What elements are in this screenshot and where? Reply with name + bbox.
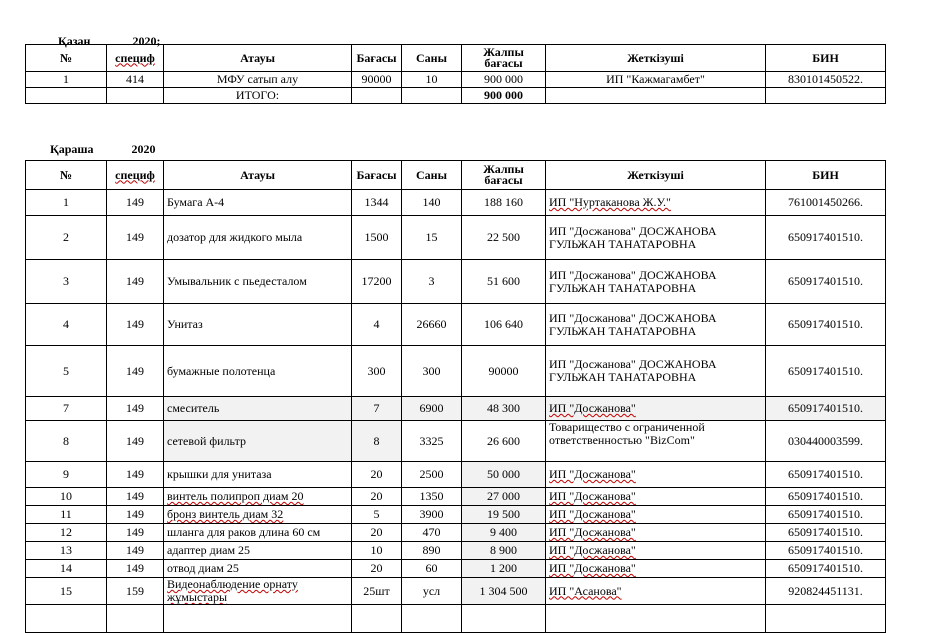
header-name: Атауы xyxy=(164,45,352,72)
header-num: № xyxy=(26,161,107,190)
cell-bin: 650917401510. xyxy=(766,260,886,304)
section2-year: 2020 xyxy=(131,142,156,156)
cell-qty: 2500 xyxy=(402,462,462,488)
cell-bin: 830101450522. xyxy=(766,72,886,88)
cell-supplier: ИП "Досжанова" xyxy=(546,542,766,560)
header-supplier: Жеткізуші xyxy=(546,161,766,190)
cell-name: Унитаз xyxy=(164,304,352,346)
header-qty: Саны xyxy=(402,45,462,72)
cell-name: МФУ сатып алу xyxy=(164,72,352,88)
cell-num: 4 xyxy=(26,304,107,346)
cell-name xyxy=(164,605,352,633)
cell-name: адаптер диам 25 xyxy=(164,542,352,560)
cell-spec: 149 xyxy=(107,260,164,304)
cell-total: 26 600 xyxy=(462,421,546,462)
cell-qty: 470 xyxy=(402,524,462,542)
itogo-row xyxy=(26,88,886,104)
cell-num: 1 xyxy=(26,190,107,216)
cell-total: 90000 xyxy=(462,346,546,397)
cell-qty xyxy=(402,605,462,633)
cell-num: 7 xyxy=(26,397,107,421)
cell-spec: 149 xyxy=(107,542,164,560)
cell-qty: 1350 xyxy=(402,488,462,506)
cell-qty: 140 xyxy=(402,190,462,216)
cell-total: 48 300 xyxy=(462,397,546,421)
cell-bin: 650917401510. xyxy=(766,462,886,488)
cell-supplier: ИП "Досжанова" xyxy=(546,524,766,542)
table-row xyxy=(26,506,886,524)
cell-total: 27 000 xyxy=(462,488,546,506)
cell-spec: 149 xyxy=(107,216,164,260)
cell-bin: 650917401510. xyxy=(766,397,886,421)
cell-total: 9 400 xyxy=(462,524,546,542)
cell-spec: 149 xyxy=(107,488,164,506)
cell-total: 1 304 500 xyxy=(462,578,546,605)
cell-qty: усл xyxy=(402,578,462,605)
cell-spec: 149 xyxy=(107,304,164,346)
cell-price: 20 xyxy=(352,488,402,506)
cell-price: 1500 xyxy=(352,216,402,260)
cell-total: 1 200 xyxy=(462,560,546,578)
cell-price: 4 xyxy=(352,304,402,346)
cell-total: 106 640 xyxy=(462,304,546,346)
itogo-label: ИТОГО: xyxy=(164,88,352,104)
header-spec: специф xyxy=(107,45,164,72)
cell-total: 51 600 xyxy=(462,260,546,304)
cell-price: 25шт xyxy=(352,578,402,605)
table-row xyxy=(26,216,886,260)
cell-name: бронз винтель диам 32 xyxy=(164,506,352,524)
table-row xyxy=(26,190,886,216)
cell-name: сетевой фильтр xyxy=(164,421,352,462)
header-name: Атауы xyxy=(164,161,352,190)
cell-name: смеситель xyxy=(164,397,352,421)
cell-name: Видеонаблюдение орнату жұмыстары xyxy=(164,578,352,605)
cell-total: 22 500 xyxy=(462,216,546,260)
table-row xyxy=(26,605,886,633)
table-header-row xyxy=(26,45,886,72)
table-row xyxy=(26,397,886,421)
cell-bin: 030440003599. xyxy=(766,421,886,462)
header-total: Жалпы бағасы xyxy=(462,45,546,72)
cell-price: 90000 xyxy=(352,72,402,88)
cell-bin: 650917401510. xyxy=(766,216,886,260)
cell-price xyxy=(352,605,402,633)
cell-name: отвод диам 25 xyxy=(164,560,352,578)
cell-name: шланга для раков длина 60 см xyxy=(164,524,352,542)
cell-spec: 149 xyxy=(107,462,164,488)
cell-supplier: ИП "Нуртаканова Ж.У." xyxy=(546,190,766,216)
cell-num: 1 xyxy=(26,72,107,88)
cell-num: 8 xyxy=(26,421,107,462)
cell-bin: 650917401510. xyxy=(766,560,886,578)
cell-supplier: Товарищество с ограниченной ответственностью "BizCom" xyxy=(546,421,766,462)
cell-qty: 3 xyxy=(402,260,462,304)
table-row xyxy=(26,578,886,605)
table-october xyxy=(25,44,886,104)
cell-num: 2 xyxy=(26,216,107,260)
cell-num: 11 xyxy=(26,506,107,524)
cell-price: 1344 xyxy=(352,190,402,216)
cell-qty: 3900 xyxy=(402,506,462,524)
cell-total: 19 500 xyxy=(462,506,546,524)
cell-bin: 650917401510. xyxy=(766,542,886,560)
cell-qty: 60 xyxy=(402,560,462,578)
cell-bin: 650917401510. xyxy=(766,488,886,506)
cell-price: 20 xyxy=(352,462,402,488)
cell-num: 14 xyxy=(26,560,107,578)
cell-num: 5 xyxy=(26,346,107,397)
itogo-total: 900 000 xyxy=(462,88,546,104)
section1-year: 2020; xyxy=(132,34,161,48)
cell-qty: 300 xyxy=(402,346,462,397)
cell-price: 10 xyxy=(352,542,402,560)
table-row xyxy=(26,421,886,462)
cell-num: 3 xyxy=(26,260,107,304)
cell-supplier: ИП "Асанова" xyxy=(546,578,766,605)
cell-supplier: ИП "Досжанова" xyxy=(546,462,766,488)
cell-spec: 149 xyxy=(107,506,164,524)
table-row xyxy=(26,346,886,397)
table-november xyxy=(25,160,886,633)
cell-bin: 650917401510. xyxy=(766,524,886,542)
cell-supplier: ИП "Досжанова" ДОСЖАНОВА ГУЛЬЖАН ТАНАТАРОВНА xyxy=(546,346,766,397)
cell-price: 8 xyxy=(352,421,402,462)
cell-price: 5 xyxy=(352,506,402,524)
header-bin: БИН xyxy=(766,161,886,190)
cell-price: 20 xyxy=(352,524,402,542)
cell-name: крышки для унитаза xyxy=(164,462,352,488)
cell-supplier: ИП "Досжанова" xyxy=(546,560,766,578)
cell-bin: 761001450266. xyxy=(766,190,886,216)
cell-total xyxy=(462,605,546,633)
table-row xyxy=(26,542,886,560)
cell-price: 17200 xyxy=(352,260,402,304)
section2-month: Қараша xyxy=(50,142,94,156)
table-row xyxy=(26,304,886,346)
cell-spec: 149 xyxy=(107,397,164,421)
cell-qty: 3325 xyxy=(402,421,462,462)
cell-qty: 15 xyxy=(402,216,462,260)
table-row xyxy=(26,72,886,88)
cell-num xyxy=(26,605,107,633)
cell-supplier: ИП "Досжанова" xyxy=(546,506,766,524)
header-total: Жалпы бағасы xyxy=(462,161,546,190)
header-price: Бағасы xyxy=(352,161,402,190)
cell-name: винтель полипроп диам 20 xyxy=(164,488,352,506)
cell-spec: 149 xyxy=(107,560,164,578)
cell-qty: 10 xyxy=(402,72,462,88)
cell-supplier: ИП "Досжанова" ДОСЖАНОВА ГУЛЬЖАН ТАНАТАРОВНА xyxy=(546,304,766,346)
header-spec: специф xyxy=(107,161,164,190)
cell-spec: 149 xyxy=(107,421,164,462)
cell-num: 13 xyxy=(26,542,107,560)
cell-bin xyxy=(766,605,886,633)
header-qty: Саны xyxy=(402,161,462,190)
header-supplier: Жеткізуші xyxy=(546,45,766,72)
cell-num: 12 xyxy=(26,524,107,542)
cell-bin: 650917401510. xyxy=(766,506,886,524)
cell-price: 300 xyxy=(352,346,402,397)
table-header-row xyxy=(26,161,886,190)
cell-total: 188 160 xyxy=(462,190,546,216)
section1-month: Қазан xyxy=(58,34,91,48)
cell-total: 50 000 xyxy=(462,462,546,488)
header-num: № xyxy=(26,45,107,72)
cell-name: бумажные полотенца xyxy=(164,346,352,397)
cell-supplier: ИП "Досжанова" ДОСЖАНОВА ГУЛЬЖАН ТАНАТАРОВНА xyxy=(546,216,766,260)
cell-spec xyxy=(107,605,164,633)
cell-num: 15 xyxy=(26,578,107,605)
cell-price: 20 xyxy=(352,560,402,578)
cell-supplier: ИП "Досжанова" xyxy=(546,488,766,506)
cell-spec: 159 xyxy=(107,578,164,605)
cell-total: 8 900 xyxy=(462,542,546,560)
table-row xyxy=(26,524,886,542)
cell-bin: 650917401510. xyxy=(766,346,886,397)
cell-supplier xyxy=(546,605,766,633)
cell-spec: 414 xyxy=(107,72,164,88)
cell-spec: 149 xyxy=(107,346,164,397)
table-row xyxy=(26,488,886,506)
cell-supplier: ИП "Кажмагамбет" xyxy=(546,72,766,88)
cell-name: дозатор для жидкого мыла xyxy=(164,216,352,260)
header-bin: БИН xyxy=(766,45,886,72)
cell-qty: 26660 xyxy=(402,304,462,346)
table-row xyxy=(26,560,886,578)
table-row xyxy=(26,260,886,304)
cell-name: Умывальник с пьедесталом xyxy=(164,260,352,304)
cell-total: 900 000 xyxy=(462,72,546,88)
cell-num: 10 xyxy=(26,488,107,506)
cell-name: Бумага А-4 xyxy=(164,190,352,216)
cell-qty: 6900 xyxy=(402,397,462,421)
section2-heading xyxy=(44,127,156,157)
cell-bin: 920824451131. xyxy=(766,578,886,605)
cell-bin: 650917401510. xyxy=(766,304,886,346)
table-row xyxy=(26,462,886,488)
header-price: Бағасы xyxy=(352,45,402,72)
cell-price: 7 xyxy=(352,397,402,421)
cell-num: 9 xyxy=(26,462,107,488)
cell-spec: 149 xyxy=(107,524,164,542)
cell-supplier: ИП "Досжанова" ДОСЖАНОВА ГУЛЬЖАН ТАНАТАРОВНА xyxy=(546,260,766,304)
cell-qty: 890 xyxy=(402,542,462,560)
cell-supplier: ИП "Досжанова" xyxy=(546,397,766,421)
cell-spec: 149 xyxy=(107,190,164,216)
